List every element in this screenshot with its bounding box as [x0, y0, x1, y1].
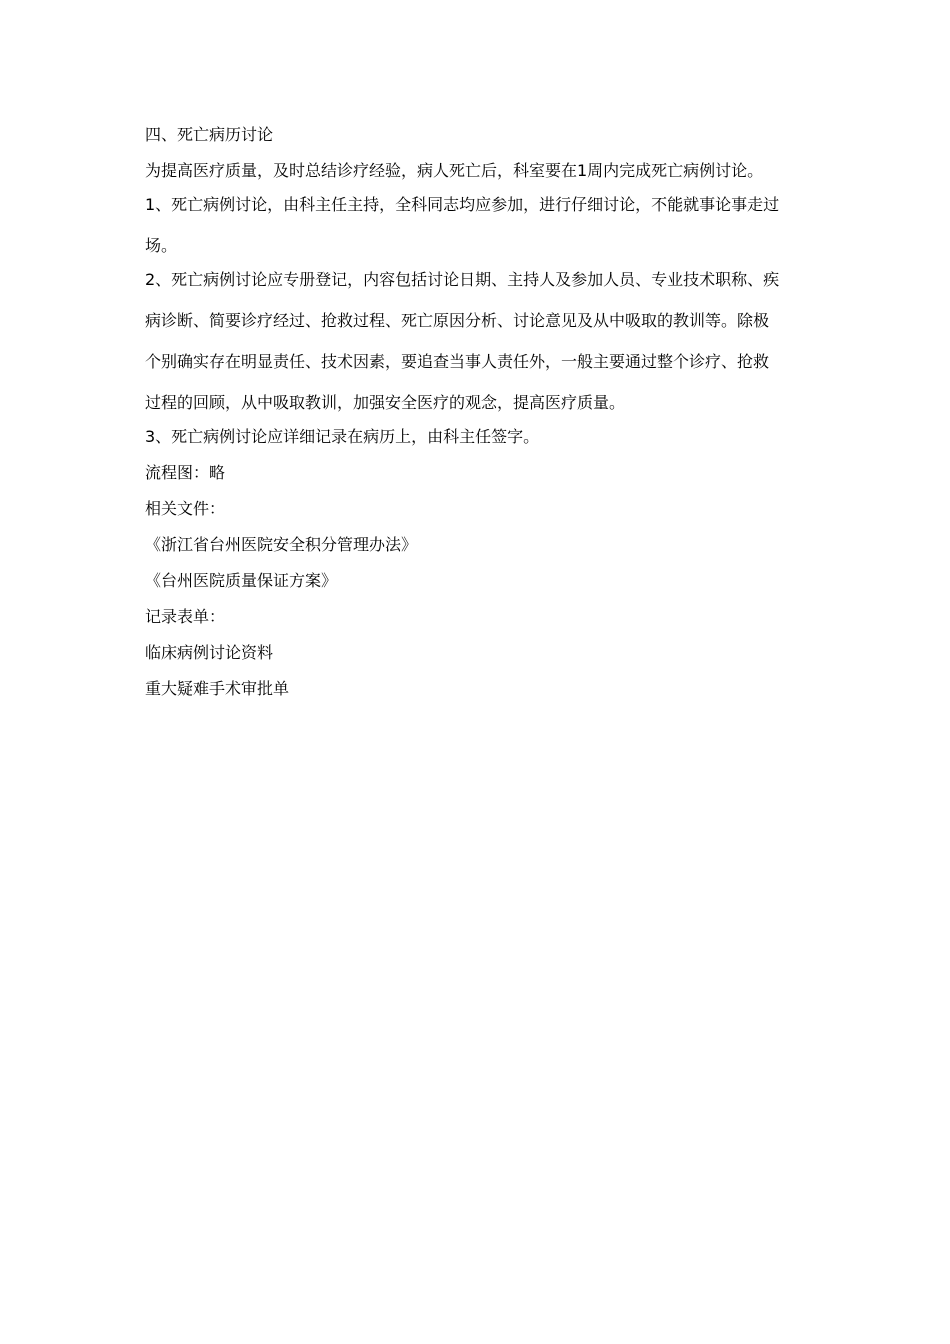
item-2-line-1: 2、死亡病例讨论应专册登记，内容包括讨论日期、主持人及参加人员、专业技术职称、疾: [145, 270, 780, 289]
flowchart-label-text: 流程图：略: [145, 463, 226, 482]
records-label-text: 记录表单：: [145, 607, 226, 626]
item-2-line-3: 个别确实存在明显责任、技术因素，要追查当事人责任外，一般主要通过整个诊疗、抢救: [145, 352, 770, 371]
related-files-label-text: 相关文件：: [145, 499, 226, 518]
item-1-line-2: 场。: [145, 236, 178, 255]
intro-text: 为提高医疗质量，及时总结诊疗经验，病人死亡后，科室要在1周内完成死亡病例讨论。: [145, 161, 764, 180]
item-2-line-2: 病诊断、简要诊疗经过、抢救过程、死亡原因分析、讨论意见及从中吸取的教训等。除极: [145, 311, 770, 330]
item-2-paragraph: [145, 269, 810, 414]
flowchart-label: [145, 462, 810, 484]
related-files-label: [145, 498, 810, 520]
record-1: 临床病例讨论资料: [145, 643, 274, 662]
related-file-2: 《台州医院质量保证方案》: [145, 571, 338, 590]
item-2-line-4: 过程的回顾，从中吸取教训，加强安全医疗的观念，提高医疗质量。: [145, 393, 626, 412]
related-file-item: [145, 570, 810, 592]
related-file-item: [145, 534, 810, 556]
item-3-text: 3、死亡病例讨论应详细记录在病历上，由科主任签字。: [145, 427, 540, 446]
record-2: 重大疑难手术审批单: [145, 679, 290, 698]
related-file-1: 《浙江省台州医院安全积分管理办法》: [145, 535, 418, 554]
record-item: [145, 642, 810, 664]
record-item: [145, 678, 810, 700]
section-heading: [145, 124, 810, 146]
item-3-paragraph: [145, 426, 810, 448]
intro-paragraph: [145, 160, 810, 182]
section-heading-text: 四、死亡病历讨论: [145, 125, 274, 144]
item-1-line-1: 1、死亡病例讨论，由科主任主持，全科同志均应参加，进行仔细讨论，不能就事论事走过: [145, 195, 780, 214]
records-label: [145, 606, 810, 628]
item-1-paragraph: [145, 194, 810, 257]
document-body: [145, 124, 810, 700]
